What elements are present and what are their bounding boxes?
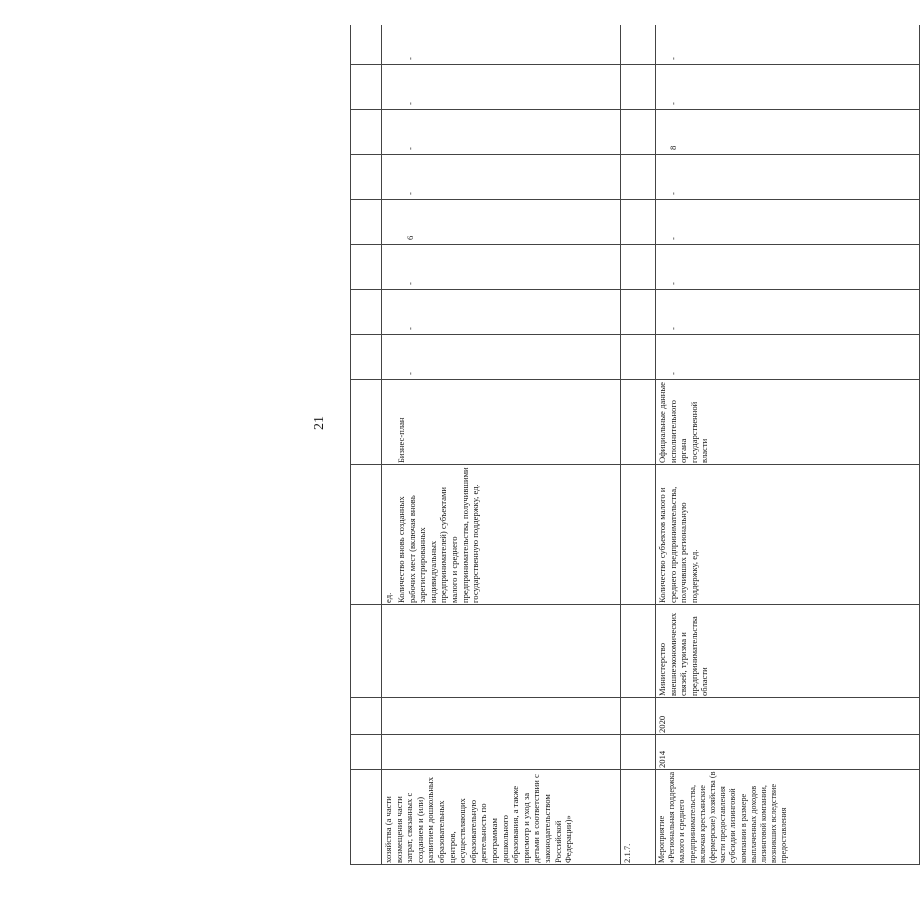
executor: Министерство внешнеэкономических связей, туризма и предпринимательства области [657, 612, 710, 696]
value-cell: - [668, 327, 678, 330]
col-divider-10 [350, 199, 920, 200]
value-cell: 8 [668, 145, 678, 150]
value-cell: - [405, 327, 415, 330]
indicators-table [350, 25, 920, 865]
row-divider-b [620, 25, 621, 865]
value-cell: - [405, 372, 415, 375]
row-number: 2.1.7. [622, 843, 632, 863]
col-divider-6 [350, 379, 920, 380]
col-divider-8 [350, 289, 920, 290]
col-divider-9 [350, 244, 920, 245]
value-cell: - [405, 57, 415, 60]
col-divider-5 [350, 464, 920, 465]
value-cell: - [668, 192, 678, 195]
table-border-top [350, 25, 351, 865]
event-description: Мероприятие «Региональная поддержка малого и среднего предпринимательства, включая крестьянские (фермерские) хозяйства (в части предоставления субсидии лизинговой компании в размере выплаченных доходов лизинговой компании, возникших вследствие предоставления [657, 771, 789, 863]
indicator-smb-count: Количество субъектов малого и среднего предпринимательства, получивших региональную поддержку, ед. [657, 486, 699, 603]
value-cell: - [405, 147, 415, 150]
value-cell: - [405, 192, 415, 195]
value-cell: - [668, 372, 678, 375]
col-divider-7 [350, 334, 920, 335]
value-cell: - [668, 57, 678, 60]
row-divider-a [381, 25, 382, 865]
value-cell: - [668, 282, 678, 285]
value-cell: - [668, 102, 678, 105]
col-divider-3 [350, 697, 920, 698]
source-business-plan: Бизнес-план [396, 417, 406, 463]
page-number: 21 [312, 416, 327, 430]
col-divider-11 [350, 154, 920, 155]
value-cell: - [668, 237, 678, 240]
col-divider-4 [350, 604, 920, 605]
source-official-data: Официальные данные исполнительного органа государственной власти [657, 382, 710, 463]
year-end: 2020 [657, 715, 667, 733]
value-cell: - [405, 102, 415, 105]
col-divider-2 [350, 734, 920, 735]
unit-label: ед. [383, 592, 393, 603]
col-divider-12 [350, 109, 920, 110]
indicator-new-jobs: Количество вновь созданных рабочих мест (включая вновь зарегистрированных индивидуальных предпринимателей) субъектами малого и среднего предпринимательства, получившими государственную поддержку, ед. [396, 467, 481, 603]
col-divider-13 [350, 64, 920, 65]
value-cell: - [405, 282, 415, 285]
col-divider-1 [350, 769, 920, 770]
value-cell: 6 [405, 235, 415, 240]
year-start: 2014 [657, 750, 667, 768]
event-continuation-text: хозяйства (а части возмещения части затрат, связанных с созданием и (или) развитием дошкольных образовательных центров, осуществляющих образовательную деятельность по программам дошкольного образования, а также присмотр и уход за детьми в соответствии с законодательством Российской Федерации)» [383, 774, 574, 863]
row-divider-c [655, 25, 656, 865]
table-border-left [350, 864, 920, 865]
